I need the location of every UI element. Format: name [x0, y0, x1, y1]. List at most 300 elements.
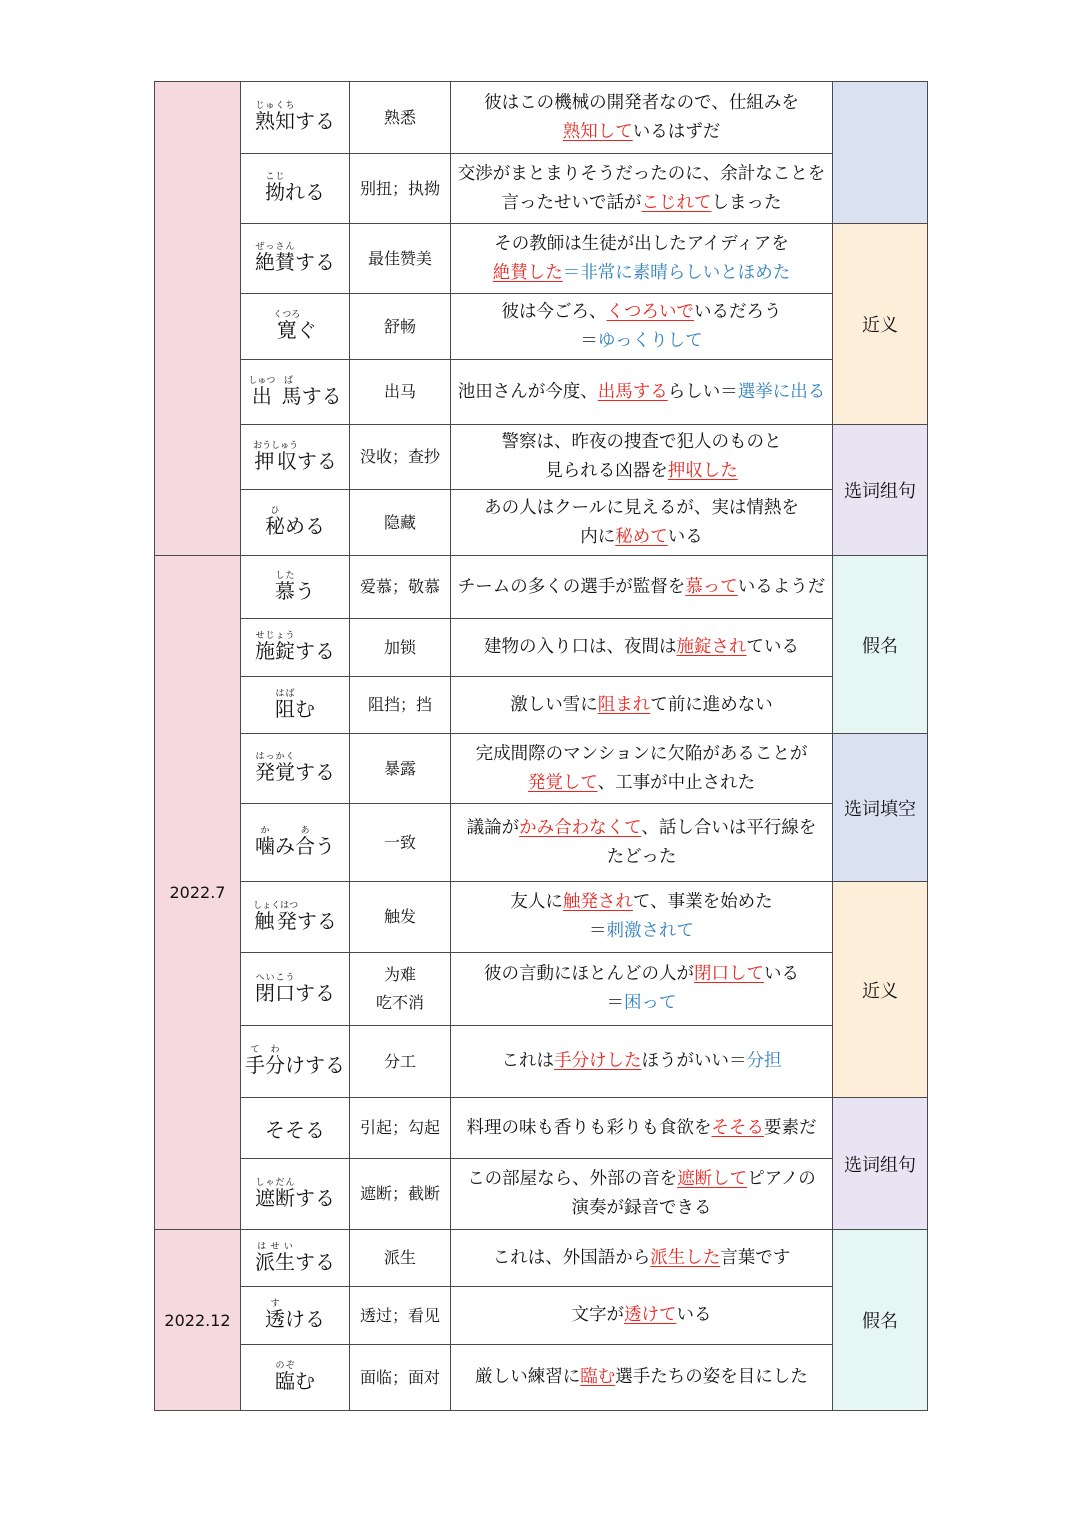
synonym-paraphrase: 分担	[746, 1051, 782, 1071]
example-line	[451, 1194, 832, 1223]
target-word-highlight: こじれて	[641, 192, 712, 213]
example-sentence	[451, 360, 833, 425]
meaning-line: 引起；勾起	[359, 1118, 440, 1137]
word-kanji	[265, 1299, 285, 1331]
word-base: 分	[265, 1053, 285, 1077]
example-sentence	[451, 882, 833, 953]
furigana: ひ	[265, 506, 285, 516]
example-sentence	[451, 804, 833, 882]
example-text: 要素だ	[764, 1117, 817, 1138]
word-okurigana: める	[285, 514, 325, 538]
word-base: 派生	[255, 1249, 295, 1274]
target-word-highlight: 熟知して	[562, 121, 633, 142]
example-line	[451, 633, 832, 662]
word-base: 施錠	[255, 639, 295, 663]
word-base: 秘	[265, 514, 285, 538]
word-kanji	[253, 900, 299, 933]
vocab-word	[241, 677, 350, 734]
question-type-cell	[833, 82, 928, 224]
meaning-line: 别扭；执拗	[359, 178, 440, 198]
example-line	[451, 494, 832, 523]
chinese-meaning	[350, 1287, 451, 1345]
example-sentence	[451, 425, 833, 490]
word-okurigana: する	[295, 250, 335, 274]
example-line	[451, 230, 832, 259]
vocab-row	[155, 154, 928, 224]
chinese-meaning	[350, 734, 451, 804]
word-kanji	[248, 375, 276, 408]
meaning-line: 暴露	[383, 758, 416, 778]
word-kanji	[275, 375, 302, 408]
chinese-meaning	[350, 882, 451, 953]
word-okurigana: む	[295, 1369, 315, 1393]
example-text: 料理の味も香りも彩りも食欲を	[466, 1117, 712, 1138]
target-word-highlight: くつろいで	[606, 301, 694, 322]
vocab-word	[241, 619, 350, 677]
furigana: くつろ	[273, 310, 301, 320]
example-line	[451, 457, 832, 486]
chinese-meaning	[350, 154, 451, 224]
example-sentence	[451, 1230, 833, 1287]
word-okurigana: ける	[285, 1307, 325, 1331]
example-sentence	[451, 677, 833, 734]
furigana: ぜっさん	[255, 242, 295, 252]
example-line	[451, 769, 832, 798]
target-word-highlight: 透けて	[624, 1305, 677, 1325]
example-text: 言葉です	[720, 1247, 791, 1268]
chinese-meaning	[350, 360, 451, 425]
chinese-meaning	[350, 1026, 451, 1098]
chinese-meaning	[350, 82, 451, 154]
chinese-meaning	[350, 677, 451, 734]
meaning-line: 为难	[383, 965, 416, 984]
word-base: 合	[295, 834, 315, 858]
vocab-row	[155, 734, 928, 804]
exam-date-cell: 2022.7	[155, 556, 241, 1230]
question-type-cell: 选词组句	[833, 425, 928, 556]
example-sentence	[451, 224, 833, 294]
question-type-cell: 近义	[833, 882, 928, 1098]
example-sentence	[451, 1026, 833, 1098]
chinese-meaning	[350, 556, 451, 619]
example-text: 交渉がまとまりそうだったのに、余計なことを	[457, 163, 826, 184]
word-kanji	[255, 631, 295, 663]
target-word-highlight: 押収した	[667, 461, 738, 481]
furigana: わ	[265, 1045, 285, 1055]
word-kanji	[255, 752, 295, 784]
word-okurigana: み	[275, 834, 295, 858]
target-word-highlight: 慕って	[685, 576, 738, 597]
word-base: 発覚	[255, 760, 295, 784]
vocab-word	[241, 953, 350, 1026]
example-text: チームの多くの選手が監督を	[457, 576, 686, 597]
word-kanji	[265, 1045, 285, 1077]
example-text: 完成間際のマンションに欠陥があることが	[475, 743, 808, 764]
word-kanji	[255, 1177, 295, 1210]
example-text: て、事業を始めた	[632, 892, 773, 912]
question-type-cell: 近义	[833, 224, 928, 425]
meaning-line: 一致	[383, 832, 416, 852]
example-text: これは、外国語から	[492, 1247, 651, 1268]
example-line	[451, 691, 832, 720]
example-text: 建物の入り口は、夜間は	[484, 637, 677, 657]
vocab-word	[241, 224, 350, 294]
word-okurigana: する	[301, 383, 342, 408]
word-kanji	[255, 1241, 295, 1274]
meaning-line: 分工	[383, 1051, 416, 1071]
example-sentence	[451, 82, 833, 154]
example-sentence	[451, 1098, 833, 1159]
word-base: 噛	[255, 834, 275, 858]
example-text: 文字が	[571, 1305, 624, 1325]
target-word-highlight: 施錠され	[676, 637, 747, 657]
example-line	[451, 160, 832, 189]
word-kanji	[275, 688, 295, 721]
vocab-row	[155, 1345, 928, 1411]
vocab-row	[155, 804, 928, 882]
furigana: す	[265, 1299, 285, 1309]
meaning-line: 加锁	[383, 637, 416, 657]
example-line	[451, 298, 832, 327]
furigana: じゅくち	[255, 101, 295, 111]
vocabulary-table-body	[155, 82, 928, 1411]
vocab-word	[241, 1230, 350, 1287]
word-okurigana: する	[295, 109, 335, 133]
word-base: 慕	[275, 578, 295, 603]
vocab-word	[241, 734, 350, 804]
word-okurigana: けする	[285, 1053, 345, 1077]
furigana: て	[245, 1045, 265, 1055]
vocab-word	[241, 1098, 350, 1159]
example-text: 厳しい練習に	[475, 1367, 581, 1387]
chinese-meaning	[350, 1098, 451, 1159]
example-line	[451, 1301, 832, 1330]
chinese-meaning	[350, 619, 451, 677]
example-text: 内に	[580, 526, 616, 547]
vocab-word	[241, 804, 350, 882]
vocab-word	[241, 1345, 350, 1411]
meaning-line: 爱慕；敬慕	[359, 577, 440, 596]
vocab-row	[155, 1026, 928, 1098]
word-okurigana: する	[295, 1185, 335, 1210]
word-okurigana: う	[295, 578, 315, 603]
vocab-word	[241, 882, 350, 953]
furigana: のぞ	[275, 1361, 295, 1371]
example-text: ＝	[580, 330, 598, 351]
example-text: 友人に	[510, 892, 563, 912]
vocab-row	[155, 1287, 928, 1345]
example-text: 演奏が録音できる	[571, 1198, 712, 1218]
example-line	[451, 1165, 832, 1194]
example-line	[451, 428, 832, 457]
word-kanji	[245, 1045, 265, 1077]
example-line	[451, 740, 832, 769]
example-line	[451, 1047, 832, 1076]
meaning-line: 触发	[383, 907, 416, 926]
example-text: 彼は今ごろ、	[501, 301, 607, 322]
meaning-line: 最佳赞美	[367, 248, 432, 268]
vocab-row	[155, 882, 928, 953]
example-text: ほうがいい＝	[641, 1051, 747, 1071]
chinese-meaning	[350, 294, 451, 360]
example-text: ている	[746, 637, 799, 657]
target-word-highlight: 遮断して	[677, 1169, 748, 1189]
example-sentence	[451, 154, 833, 224]
example-line	[451, 989, 832, 1018]
target-word-highlight: 手分けした	[554, 1051, 642, 1071]
vocab-row	[155, 953, 928, 1026]
example-text: 、工事が中止された	[597, 772, 756, 793]
word-kanji	[253, 440, 299, 473]
furigana: はっかく	[255, 752, 295, 762]
vocab-row	[155, 1159, 928, 1230]
example-line	[451, 917, 832, 946]
vocab-row	[155, 82, 928, 154]
furigana: しゃだん	[255, 1177, 295, 1188]
example-sentence	[451, 953, 833, 1026]
word-kanji	[255, 101, 295, 133]
furigana: せじょう	[255, 631, 295, 641]
example-line	[451, 259, 832, 288]
target-word-highlight: 閉口して	[694, 964, 764, 984]
word-base: 馬	[275, 383, 302, 408]
example-sentence	[451, 1287, 833, 1345]
example-text: 議論が	[466, 817, 520, 838]
vocab-row	[155, 224, 928, 294]
example-text: あの人はクールに見えるが、実は情熱を	[484, 497, 799, 518]
word-base: 阻	[275, 696, 295, 721]
furigana: か	[255, 826, 275, 836]
word-base: 透	[265, 1307, 285, 1331]
synonym-paraphrase: 刺激されて	[606, 921, 694, 941]
furigana: ば	[275, 375, 302, 386]
example-sentence	[451, 490, 833, 556]
vocab-row	[155, 490, 928, 556]
chinese-meaning	[350, 804, 451, 882]
example-text: いるはずだ	[632, 121, 721, 142]
vocab-word	[241, 294, 350, 360]
target-word-highlight: 出馬する	[597, 381, 668, 402]
furigana: あ	[295, 826, 315, 836]
furigana: しゅつ	[248, 375, 276, 386]
furigana: へいこう	[255, 972, 295, 983]
chinese-meaning	[350, 953, 451, 1026]
word-okurigana: する	[296, 908, 337, 933]
vocab-row	[155, 677, 928, 734]
synonym-paraphrase: ＝非常に素晴らしいとほめた	[562, 262, 791, 283]
word-base: 寛	[273, 318, 301, 342]
example-line	[451, 960, 832, 989]
example-line	[451, 1244, 832, 1273]
word-kanji	[275, 1361, 295, 1393]
word-kanji	[273, 310, 301, 342]
vocab-word	[241, 1026, 350, 1098]
target-word-highlight: かみ合わなくて	[519, 817, 642, 838]
example-text: これは	[501, 1051, 554, 1071]
word-base: 手	[245, 1053, 265, 1077]
vocab-row	[155, 425, 928, 490]
word-okurigana: ぐ	[296, 318, 317, 342]
example-text: 彼はこの機械の開発者なので、仕組みを	[484, 92, 799, 113]
example-text: て前に進めない	[650, 694, 773, 715]
question-type-cell: 选词填空	[833, 734, 928, 882]
example-line	[451, 1114, 832, 1143]
furigana: した	[275, 570, 295, 581]
example-line	[451, 888, 832, 917]
target-word-highlight: 派生した	[650, 1247, 721, 1268]
example-sentence	[451, 294, 833, 360]
example-text: 見られる凶器を	[545, 461, 668, 481]
vocab-row	[155, 1098, 928, 1159]
word-base: 閉口	[255, 980, 295, 1005]
word-okurigana: う	[315, 834, 335, 858]
example-line	[451, 89, 832, 118]
vocab-word	[241, 360, 350, 425]
example-text: ピアノの	[747, 1169, 816, 1189]
vocab-word	[241, 1159, 350, 1230]
word-okurigana: する	[295, 1249, 335, 1274]
example-sentence	[451, 734, 833, 804]
example-text: いる	[676, 1305, 712, 1325]
question-type-cell: 假名	[833, 1230, 928, 1411]
meaning-line: 阻挡；挡	[367, 695, 432, 714]
vocab-row	[155, 360, 928, 425]
vocab-word	[241, 1287, 350, 1345]
word-base: 絶賛	[255, 250, 295, 274]
target-word-highlight: 阻まれ	[597, 694, 651, 715]
vocab-word	[241, 490, 350, 556]
example-line	[451, 189, 832, 218]
target-word-highlight: 秘めて	[615, 526, 668, 547]
word-kanji	[255, 972, 295, 1005]
word-base: 押収	[253, 448, 299, 473]
furigana: おうしゅう	[253, 440, 299, 451]
chinese-meaning	[350, 1159, 451, 1230]
word-okurigana: む	[295, 696, 315, 721]
example-line	[451, 573, 832, 602]
meaning-line: 隐藏	[383, 512, 416, 532]
question-type-cell: 假名	[833, 556, 928, 734]
word-kanji	[295, 826, 315, 858]
example-text: 池田さんが今度、	[457, 381, 598, 402]
target-word-highlight: 絶賛した	[492, 262, 563, 283]
word-base: 臨	[275, 1369, 295, 1393]
furigana: しょくはつ	[253, 900, 299, 911]
example-text: ＝	[589, 921, 607, 941]
vocabulary-table	[154, 81, 928, 1411]
vocab-row	[155, 619, 928, 677]
example-line	[451, 378, 832, 407]
word-base: 拗	[265, 180, 285, 204]
question-type-cell: 选词组句	[833, 1098, 928, 1230]
meaning-line: 熟悉	[383, 107, 416, 127]
furigana: はば	[275, 688, 295, 699]
meaning-line: 没收；查抄	[359, 447, 440, 466]
word-okurigana: する	[295, 980, 335, 1005]
example-sentence	[451, 1345, 833, 1411]
example-text: らしい＝	[667, 381, 738, 402]
example-text: 彼の言動にほとんどの人が	[484, 964, 694, 984]
meaning-line: 面临；面对	[359, 1367, 440, 1387]
vocab-word	[241, 154, 350, 224]
example-text: いるようだ	[737, 576, 826, 597]
meaning-line: 吃不消	[375, 993, 424, 1012]
vocab-word	[241, 82, 350, 154]
word-okurigana: する	[296, 448, 337, 473]
example-text: いる	[667, 526, 703, 547]
word-base: 遮断	[255, 1185, 295, 1210]
meaning-line: 透过；看见	[359, 1305, 440, 1325]
example-sentence	[451, 619, 833, 677]
target-word-highlight: 触発され	[562, 892, 633, 912]
word-base: 出	[248, 383, 276, 408]
example-text: いる	[764, 964, 799, 984]
meaning-line: 遮断；截断	[359, 1184, 440, 1203]
word-okurigana: そそる	[265, 1117, 325, 1142]
example-line	[451, 1363, 832, 1392]
example-line	[451, 327, 832, 356]
example-text: この部屋なら、外部の音を	[467, 1169, 678, 1189]
exam-date-cell	[155, 82, 241, 556]
example-text: 選手たちの姿を目にした	[615, 1367, 808, 1387]
example-text: 言ったせいで話が	[501, 192, 642, 213]
word-okurigana: する	[295, 639, 335, 663]
synonym-paraphrase: 選挙に出る	[737, 381, 826, 402]
word-okurigana: する	[295, 760, 335, 784]
target-word-highlight: 臨む	[580, 1367, 616, 1387]
example-line	[451, 523, 832, 552]
target-word-highlight: そそる	[711, 1117, 764, 1138]
chinese-meaning	[350, 425, 451, 490]
synonym-paraphrase: ゆっくりして	[597, 330, 703, 351]
target-word-highlight: 発覚して	[527, 772, 598, 793]
example-text: その教師は生徒が出したアイディアを	[494, 233, 789, 254]
furigana: はせい	[255, 1241, 295, 1252]
vocab-row	[155, 294, 928, 360]
meaning-line: 舒畅	[383, 316, 416, 336]
chinese-meaning	[350, 1230, 451, 1287]
example-line	[451, 843, 832, 872]
vocab-row	[155, 556, 928, 619]
word-kanji	[265, 172, 285, 204]
word-kanji	[275, 570, 295, 603]
chinese-meaning	[350, 224, 451, 294]
example-line	[451, 814, 832, 843]
word-kanji	[265, 506, 285, 538]
example-text: ＝	[606, 993, 624, 1013]
example-text: いるだろう	[694, 301, 782, 322]
chinese-meaning	[350, 1345, 451, 1411]
example-sentence	[451, 556, 833, 619]
synonym-paraphrase: 困って	[624, 993, 677, 1013]
meaning-line: 出马	[383, 382, 416, 401]
meaning-line: 派生	[383, 1248, 416, 1267]
example-text: しまった	[711, 192, 782, 213]
exam-date-cell: 2022.12	[155, 1230, 241, 1411]
vocab-word	[241, 425, 350, 490]
example-text: たどった	[606, 846, 677, 867]
example-sentence	[451, 1159, 833, 1230]
word-kanji	[255, 826, 275, 858]
word-base: 熟知	[255, 109, 295, 133]
example-text: 警察は、昨夜の捜査で犯人のものと	[501, 432, 782, 452]
word-kanji	[255, 242, 295, 274]
example-line	[451, 118, 832, 147]
example-text: 、話し合いは平行線を	[641, 817, 817, 838]
word-okurigana: れる	[285, 180, 325, 204]
furigana: こじ	[265, 172, 285, 182]
vocab-word	[241, 556, 350, 619]
